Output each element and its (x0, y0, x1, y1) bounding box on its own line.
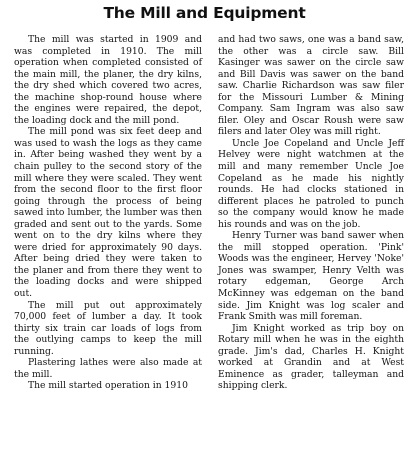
left-column (14, 34, 202, 392)
paragraph-lumber-output: The mill put out approximately 70,000 feet of lumber a day. It took thirty six train car loads of logs from the outlying camps to keep the mill running. (14, 299, 202, 357)
paragraph-mill-pond: The mill pond was six feet deep and was used to wash the logs as they came in. After being washed they went by a chain pulley to the second story of the mill where they were scaled. They went from the second floor to the first floor going through the process of being sawed into lumber, the lumber was then graded and sent out to the yards. Some went on to the dry kilns where they were dried for approximately 90 days. After being dried they were taken to the planer and from there they went to the loading docks and were shipped out. (14, 126, 202, 300)
paragraph-operation-start: The mill started operation in 1910 (28, 380, 188, 392)
paragraph-jim-knight: Jim Knight worked as trip boy on Rotary mill when he was in the eighth grade. Jim's dad, Charles H. Knight worked at Grandin and at West Eminence as grader, talleyman and shipping clerk. (218, 322, 404, 392)
paragraph-plastering-lathes: Plastering lathes were also made at the mill. (14, 357, 202, 380)
paragraph-night-watchmen: Uncle Joe Copeland and Uncle Jeff Helvey were night watchmen at the mill and many remember Uncle Joe Copeland as he made his nightly rounds. He had clocks stationed in different places he patroled to punch so the company would know he made his rounds and was on the job. (218, 137, 404, 230)
paragraph-saws-continued: and had two saws, one was a band saw, the other was a circle saw. Bill Kasinger was sawer on the circle saw and Bill Davis was sawer on the band saw. Charlie Richardson was saw filer for the Missouri Lumber & Mining Company. Sam Ingram was also saw filer. Oley and Oscar Roush were saw filers and later Oley was mill right. (218, 34, 404, 138)
paragraph-mill-construction: The mill was started in 1909 and was completed in 1910. The mill operation when completed consisted of the main mill, the planer, the dry kilns, the dry shed which covered two acres, the machine shop-round house where the engines were repaired, the depot, the loading dock and the mill pond. (14, 34, 202, 126)
article-title: The Mill and Equipment (103, 4, 306, 22)
paragraph-mill-crew: Henry Turner was band sawer when the mill stopped operation. 'Pink' Woods was the engineer, Hervey 'Noke' Jones was swamper, Henry Velth was rotary edgeman, George Arch McKinney was edgeman on the band side. Jim Knight was log scaler and Frank Smith was mill foreman. (218, 230, 404, 323)
right-column (218, 34, 404, 392)
